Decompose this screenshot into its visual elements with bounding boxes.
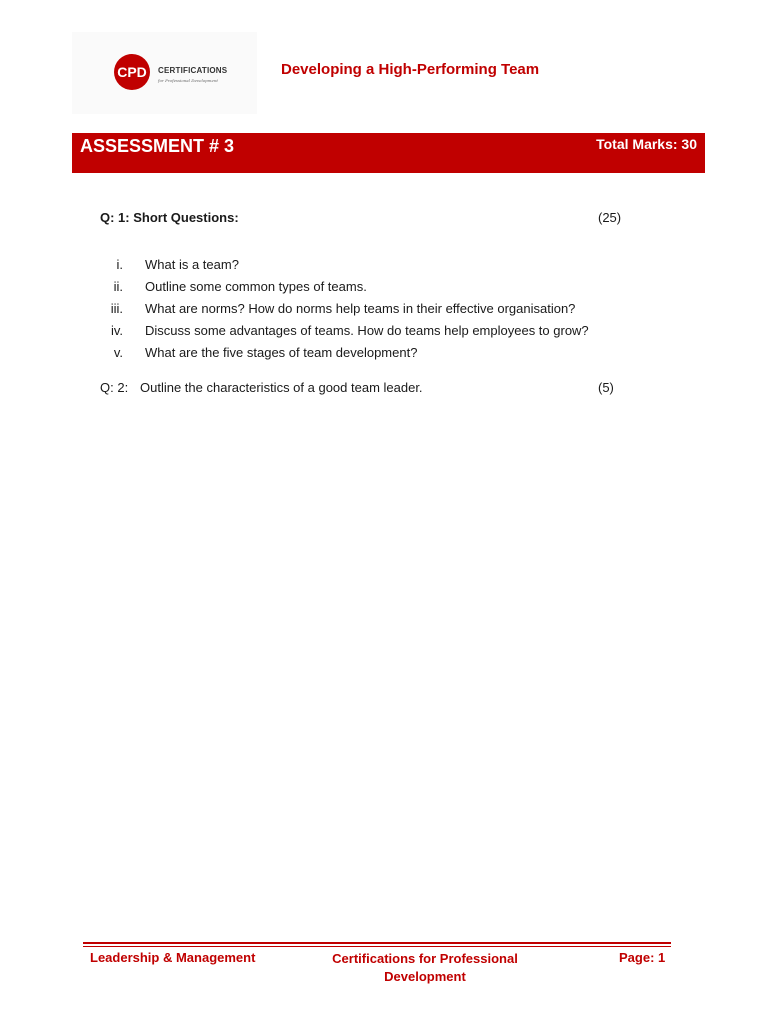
item-number: i. — [116, 257, 123, 272]
list-item — [100, 323, 660, 345]
q1-heading: Q: 1: Short Questions: — [100, 210, 239, 225]
item-text: What is a team? — [145, 257, 239, 272]
cpd-logo-icon — [112, 52, 152, 92]
logo — [72, 32, 257, 114]
assessment-banner — [72, 133, 705, 173]
list-item — [100, 279, 660, 301]
item-text: Outline some common types of teams. — [145, 279, 367, 294]
item-number: iii. — [110, 301, 123, 316]
list-item — [100, 301, 660, 323]
page-number: Page: 1 — [619, 950, 666, 965]
q2-text: Outline the characteristics of a good team leader. — [140, 380, 423, 395]
q2-marks: (5) — [598, 380, 614, 395]
item-number: v. — [113, 345, 123, 360]
item-text: What are norms? How do norms help teams in their effective organisation? — [145, 301, 576, 316]
item-number: ii. — [113, 279, 123, 294]
logo-subtext: for Professional Development — [158, 78, 219, 83]
footer-organisation: Certifications for Professional Development — [332, 951, 518, 984]
list-item — [100, 345, 660, 367]
q2-question — [100, 380, 423, 395]
course-title: Developing a High-Performing Team — [281, 61, 540, 78]
assessment-title: ASSESSMENT # 3 — [80, 136, 235, 156]
footer-divider — [83, 942, 671, 944]
item-number: iv. — [110, 323, 123, 338]
item-text: Discuss some advantages of teams. How do teams help employees to grow? — [145, 323, 589, 338]
item-text: What are the five stages of team development? — [145, 345, 418, 360]
logo-mark-text: CPD — [117, 64, 147, 80]
logo-text: CERTIFICATIONS — [158, 66, 228, 75]
list-item — [100, 257, 660, 279]
q1-marks: (25) — [598, 210, 622, 225]
footer-course-area: Leadership & Management — [90, 950, 256, 965]
total-marks: Total Marks: 30 — [596, 136, 697, 152]
q1-question-list — [100, 257, 660, 367]
q2-number: Q: 2: — [100, 380, 129, 395]
footer-divider-thin — [83, 946, 671, 947]
